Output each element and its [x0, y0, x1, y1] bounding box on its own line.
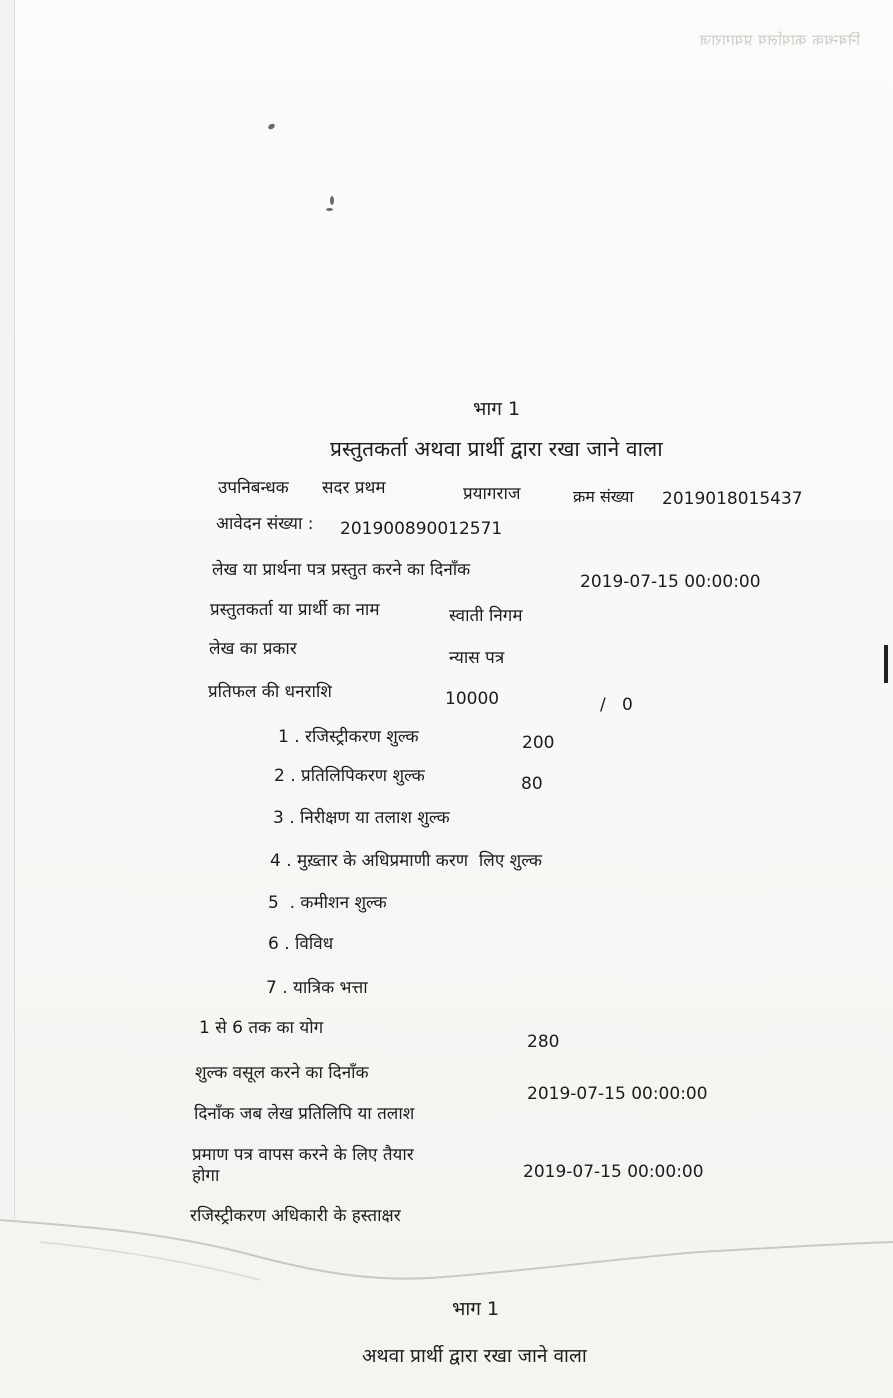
footer-title-fragment: अथवा प्रार्थी द्वारा रखा जाने वाला [362, 1345, 587, 1367]
fee-date-value: 2019-07-15 00:00:00 [527, 1084, 708, 1104]
sub-registrar-office: सदर प्रथम [322, 478, 386, 498]
speck [330, 196, 334, 205]
page-title: प्रस्तुतकर्ता अथवा प्रार्थी द्वारा रखा जाने वाला [330, 437, 663, 461]
fee-3-label: 3 . निरीक्षण या तलाश शुल्क [273, 808, 450, 828]
fee-7-label: 7 . यात्रिक भत्ता [266, 978, 368, 998]
fee-2-label: 2 . प्रतिलिपिकरण शुल्क [274, 766, 425, 786]
consideration-suffix: / 0 [600, 695, 633, 715]
ready-date-label-line3: होगा [192, 1166, 220, 1186]
fee-5-label: 5 . कमीशन शुल्क [268, 893, 387, 913]
sub-registrar-label: उपनिबन्धक [218, 478, 289, 498]
bleed-through-text: निबन्धक कार्यालय प्रयागराज [699, 31, 860, 49]
fee-1-label: 1 . रजिस्ट्रीकरण शुल्क [278, 727, 419, 747]
part-heading: भाग 1 [473, 398, 521, 420]
edge-mark [884, 645, 888, 683]
application-label: आवेदन संख्या : [216, 514, 314, 534]
presentation-date-value: 2019-07-15 00:00:00 [580, 572, 761, 592]
fee-date-label: शुल्क वसूल करने का दिनाँक [195, 1063, 369, 1083]
total-value: 280 [527, 1032, 560, 1052]
presenter-value: स्वाती निगम [449, 606, 523, 626]
fee-4-label: 4 . मुख़्तार के अधिप्रमाणी करण लिए शुल्क [270, 851, 542, 871]
signature-label: रजिस्ट्रीकरण अधिकारी के हस्ताक्षर [190, 1206, 401, 1226]
ready-date-label-line2: प्रमाण पत्र वापस करने के लिए तैयार [192, 1145, 414, 1165]
presenter-label: प्रस्तुतकर्ता या प्रार्थी का नाम [210, 600, 380, 620]
ready-date-value: 2019-07-15 00:00:00 [523, 1162, 704, 1182]
consideration-label: प्रतिफल की धनराशि [208, 682, 332, 702]
serial-label: क्रम संख्या [573, 487, 634, 506]
district: प्रयागराज [463, 484, 521, 504]
serial-value: 2019018015437 [662, 489, 803, 509]
doc-type-value: न्यास पत्र [449, 648, 505, 668]
total-label: 1 से 6 तक का योग [199, 1018, 324, 1038]
ready-date-label-line1: दिनाँक जब लेख प्रतिलिपि या तलाश [194, 1104, 415, 1124]
presentation-date-label: लेख या प्रार्थना पत्र प्रस्तुत करने का दिनाँक [212, 560, 471, 580]
application-value: 201900890012571 [340, 519, 503, 539]
fee-2-value: 80 [521, 774, 543, 794]
torn-edge [0, 1212, 893, 1398]
footer-part-heading: भाग 1 [452, 1298, 500, 1320]
consideration-value: 10000 [445, 689, 500, 709]
doc-type-label: लेख का प्रकार [209, 639, 297, 659]
fee-6-label: 6 . विविध [268, 934, 334, 954]
speck [326, 208, 333, 211]
fee-1-value: 200 [522, 733, 555, 753]
